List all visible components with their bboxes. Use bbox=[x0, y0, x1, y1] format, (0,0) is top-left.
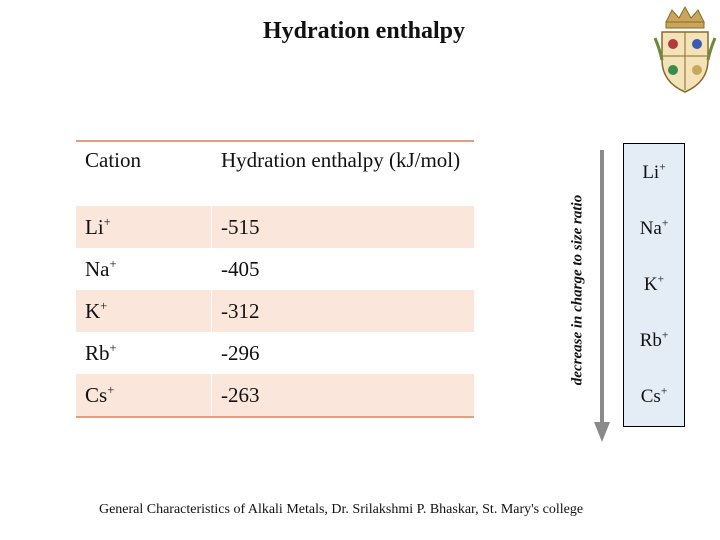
trend-label: decrease in charge to size ratio bbox=[569, 194, 586, 386]
enthalpy-cell: -296 bbox=[221, 340, 260, 365]
ion-label: Na+ bbox=[639, 217, 669, 239]
table-header-row bbox=[76, 141, 474, 206]
table-row bbox=[76, 290, 474, 332]
enthalpy-cell: -515 bbox=[212, 206, 475, 248]
table-row bbox=[76, 374, 474, 417]
slide-footer: General Characteristics of Alkali Metals, Dr. Srilakshmi P. Bhaskar, St. Mary's college bbox=[98, 502, 584, 517]
college-crest-icon bbox=[652, 4, 718, 96]
enthalpy-cell: -312 bbox=[212, 290, 475, 332]
hydration-table bbox=[76, 140, 474, 418]
table-row bbox=[76, 332, 474, 374]
ion-label: Li+ bbox=[642, 161, 666, 183]
table-row bbox=[76, 206, 474, 248]
ion-label: K+ bbox=[643, 273, 665, 295]
slide-title: Hydration enthalpy bbox=[262, 18, 466, 44]
cation-cell: Na+ bbox=[76, 248, 212, 290]
enthalpy-cell: -405 bbox=[221, 256, 260, 281]
table-row bbox=[76, 248, 474, 290]
header-hydration-enthalpy: Hydration enthalpy (kJ/mol) bbox=[212, 141, 475, 206]
enthalpy-cell: -263 bbox=[212, 374, 475, 417]
cation-cell: K+ bbox=[76, 290, 212, 332]
cation-cell: Rb+ bbox=[76, 332, 212, 374]
ion-label: Cs+ bbox=[640, 385, 668, 407]
cation-cell: Cs+ bbox=[76, 374, 212, 417]
arrow-down-icon bbox=[594, 150, 610, 442]
cation-cell: Li+ bbox=[76, 206, 212, 248]
ion-label: Rb+ bbox=[639, 329, 669, 351]
header-cation: Cation bbox=[76, 141, 212, 206]
ion-trend-column bbox=[623, 143, 685, 427]
